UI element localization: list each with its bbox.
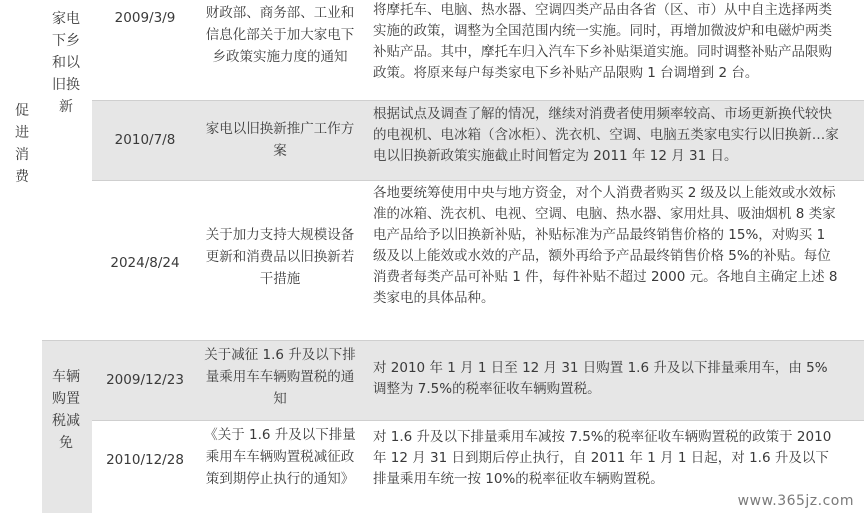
row-date: 2010/7/8 — [114, 132, 176, 148]
watermark: www.365jz.com — [737, 493, 854, 509]
row-policy: 《关于 1.6 升及以下排量乘用车车辆购置税减征政策到期停止执行的通知》 — [204, 427, 356, 487]
row-date: 2024/8/24 — [110, 255, 180, 271]
row-policy: 财政部、商务部、工业和信息化部关于加大家电下乡政策实施力度的通知 — [205, 5, 355, 65]
row-date: 2009/12/23 — [106, 372, 184, 388]
section-label: 促进消费 — [15, 103, 29, 185]
row-divider — [92, 420, 864, 421]
section-cell — [0, 0, 42, 513]
row-policy: 关于加力支持大规模设备更新和消费品以旧换新若干措施 — [205, 227, 355, 287]
group-label-appliances: 家电下乡和以旧换新 — [52, 11, 80, 115]
row-content: 各地要统筹使用中央与地方资金，对个人消费者购买 2 级及以上能效或水效标准的冰箱、洗衣机、电视、空调、电脑、热水器、家用灶具、吸油烟机 8 类家电产品给予以旧换新补贴，补贴标准为产品最终销售价格的 15%，对购买 1 级及以上能效或水效的产品，额外再给予产品最终销售价格 5%的补贴。每位消费者每类产品可补贴 1 件，每件补贴不超过 2000 元。各地自主确定上述 8 类家电的具体品种。 — [373, 185, 838, 306]
row-policy: 家电以旧换新推广工作方案 — [205, 121, 355, 159]
row-content: 对 2010 年 1 月 1 日至 12 月 31 日购置 1.6 升及以下排量乘用车，由 5%调整为 7.5%的税率征收车辆购置税。 — [373, 360, 828, 397]
row-divider — [42, 340, 864, 341]
row-content: 根据试点及调查了解的情况，继续对消费者使用频率较高、市场更新换代较快的电视机、电冰箱（含冰柜）、洗衣机、空调、电脑五类家电实行以旧换新…家电以旧换新政策实施截止时间暂定为 2011 年 12 月 31 日。 — [373, 106, 839, 164]
row-date: 2009/3/9 — [114, 10, 176, 26]
row-divider — [92, 100, 864, 101]
group-label-vehicle-tax: 车辆购置税减免 — [52, 369, 80, 451]
row-content: 对 1.6 升及以下排量乘用车减按 7.5%的税率征收车辆购置税的政策于 2010 年 12 月 31 日到期后停止执行，自 2011 年 1 月 1 日起，对 1.6 升及以下排量乘用车统一按 10%的税率征收车辆购置税。 — [373, 429, 832, 487]
row-divider — [92, 180, 864, 181]
row-content: 将摩托车、电脑、热水器、空调四类产品由各省（区、市）从中自主选择两类实施的政策，调整为全国范围内统一实施。同时，再增加微波炉和电磁炉两类补贴产品。其中，摩托车归入汽车下乡补贴渠道实施。同时调整补贴产品限购政策。将原来每户每类家电下乡补贴产品限购 1 台调增到 2 台。 — [373, 2, 832, 81]
row-date: 2010/12/28 — [106, 452, 184, 468]
row-policy: 关于减征 1.6 升及以下排量乘用车车辆购置税的通知 — [204, 347, 356, 407]
